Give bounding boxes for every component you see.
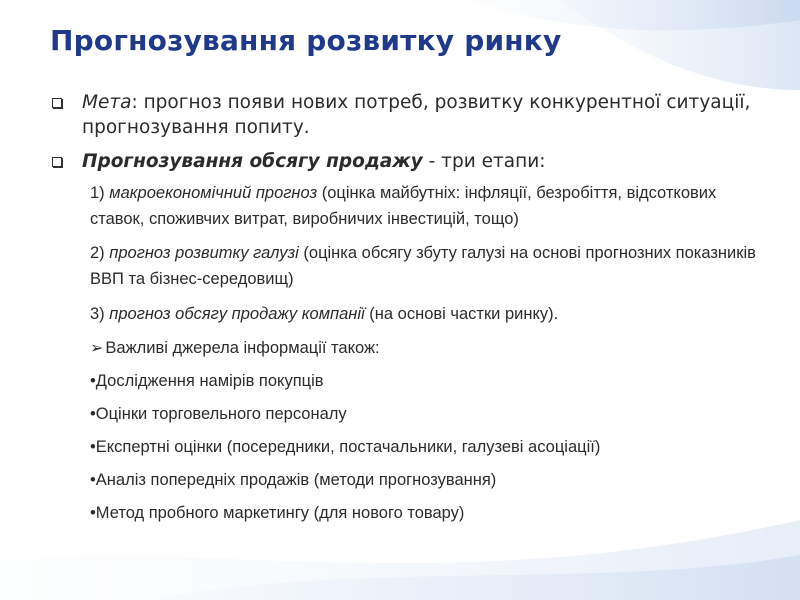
sources-heading (90, 335, 770, 362)
source-item: •Метод пробного маркетингу (для нового товару) (90, 504, 465, 522)
stage-2-description: (оцінка обсягу збуту галузі на основі прогнозних показників ВВП та бізнес-середовищ) (90, 244, 756, 288)
source-item: •Аналіз попередніх продажів (методи прогнозування) (90, 471, 497, 489)
slide-title: Прогнозування розвитку ринку (50, 24, 562, 57)
stage-2 (90, 240, 770, 292)
stage-3 (90, 301, 770, 327)
goal-label: Мета (82, 92, 132, 113)
stage-3-number: 3) (90, 305, 110, 323)
stage-2-number: 2) (90, 244, 110, 262)
sales-forecast-label: Прогнозування обсягу продажу (82, 151, 423, 172)
bullet-goal (50, 90, 770, 140)
source-item: •Оцінки торговельного персоналу (90, 405, 347, 423)
bullet-goal-text (82, 90, 770, 140)
stage-1 (90, 180, 770, 232)
source-item: •Дослідження намірів покупців (90, 372, 324, 390)
stage-1-number: 1) (90, 184, 110, 202)
bullet-sales-forecast (50, 149, 770, 174)
bullet-sales-forecast-text (82, 149, 770, 174)
goal-description: : прогноз появи нових потреб, розвитку конкурентної ситуації, прогнозування попиту. (82, 92, 751, 138)
stage-2-title: прогноз розвитку галузі (109, 244, 299, 262)
square-bullet-icon (52, 98, 62, 108)
stage-1-title: макроекономічний прогноз (109, 184, 318, 202)
stage-3-title: прогноз обсягу продажу компанії (109, 305, 365, 323)
source-item: •Експертні оцінки (посередники, постачальники, галузеві асоціації) (90, 438, 601, 456)
stage-1-description: (оцінка майбутніх: інфляції, безробіття, відсоткових ставок, споживчих витрат, виробничих інвестицій, тощо) (90, 184, 717, 228)
sources-heading-text: Важливі джерела інформації також: (105, 339, 380, 357)
stage-3-description: (на основі частки ринку). (364, 305, 559, 323)
sales-forecast-description: - три етапи: (422, 151, 546, 172)
arrow-bullet-icon: ➢ (90, 340, 104, 357)
square-bullet-icon (52, 157, 62, 167)
